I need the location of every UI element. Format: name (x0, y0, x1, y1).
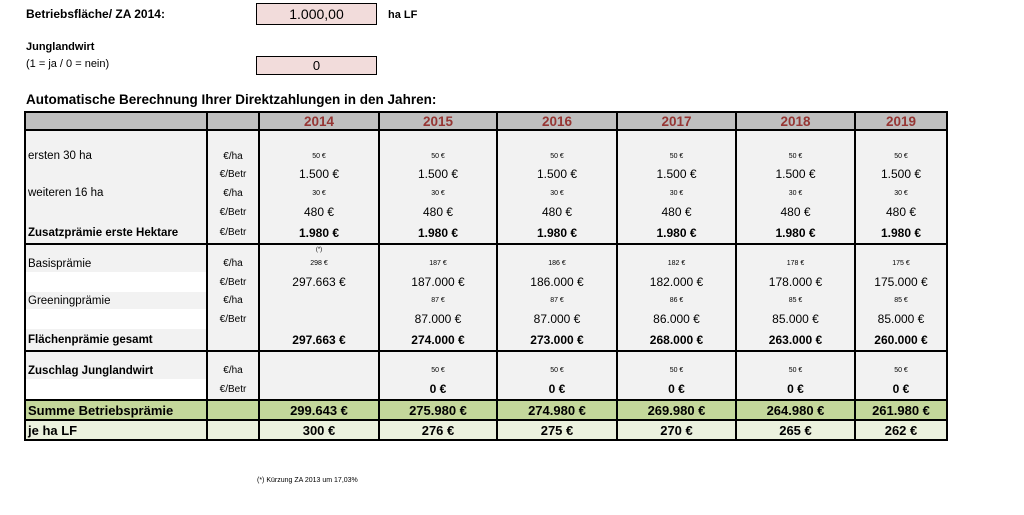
unit-label: €/ha (207, 255, 259, 272)
year-header: 2016 (497, 112, 617, 130)
table-row: €/Betr 1.500 € 1.500 € 1.500 € 1.500 € 1.500 € 1.500 € (25, 164, 947, 184)
table-row: weiteren 16 ha €/ha 30 € 30 € 30 € 30 € 30 € 30 € (25, 184, 947, 202)
year-header: 2014 (259, 112, 379, 130)
row-label: Zuschlag Junglandwirt (25, 362, 207, 379)
young-hint: (1 = ja / 0 = nein) (26, 58, 110, 70)
area-unit: ha LF (388, 9, 418, 21)
row-label: Basisprämie (25, 255, 207, 272)
row-label: je ha LF (25, 420, 207, 440)
footnote: (*) Kürzung ZA 2013 um 17,03% (257, 477, 358, 484)
table-row: Zuschlag Junglandwirt €/ha 50 € 50 € 50 € 50 € 50 € (25, 362, 947, 379)
area-label: Betriebsfläche/ ZA 2014: (26, 7, 165, 21)
unit-label: €/Betr (207, 222, 259, 244)
unit-label: €/Betr (207, 272, 259, 292)
table-row: €/Betr 297.663 € 187.000 € 186.000 € 182.000 € 178.000 € 175.000 € (25, 272, 947, 292)
table-row: €/Betr 0 € 0 € 0 € 0 € 0 € (25, 379, 947, 400)
young-input[interactable]: 0 (256, 56, 377, 75)
table-row: Greeningprämie €/ha 87 € 87 € 86 € 85 € 85 € (25, 292, 947, 309)
table-row: ersten 30 ha €/ha 50 € 50 € 50 € 50 € 50 € 50 € (25, 148, 947, 164)
unit-label: €/Betr (207, 164, 259, 184)
unit-label: €/Betr (207, 309, 259, 329)
row-label: Zusatzprämie erste Hektare (25, 222, 207, 244)
table-row: €/Betr 87.000 € 87.000 € 86.000 € 85.000 € 85.000 € (25, 309, 947, 329)
young-label: Junglandwirt (26, 41, 95, 53)
unit-label: €/ha (207, 184, 259, 202)
sum-row: Summe Betriebsprämie 299.643 € 275.980 € 274.980 € 269.980 € 264.980 € 261.980 € (25, 400, 947, 420)
row-label: Greeningprämie (25, 292, 207, 309)
year-header: 2019 (855, 112, 947, 130)
unit-label: €/Betr (207, 202, 259, 222)
unit-label: €/Betr (207, 379, 259, 400)
table-row: Zusatzprämie erste Hektare €/Betr 1.980 € 1.980 € 1.980 € 1.980 € 1.980 € 1.980 € (25, 222, 947, 244)
footnote-mark: (*) (259, 244, 379, 255)
page-title: Automatische Berechnung Ihrer Direktzahlungen in den Jahren: (26, 92, 437, 107)
unit-label: €/ha (207, 148, 259, 164)
table-row: €/Betr 480 € 480 € 480 € 480 € 480 € 480 € (25, 202, 947, 222)
row-label: Summe Betriebsprämie (25, 400, 207, 420)
area-input[interactable]: 1.000,00 (256, 3, 377, 25)
payments-table (24, 111, 948, 441)
row-label: Flächenprämie gesamt (25, 329, 207, 351)
table-row: Flächenprämie gesamt 297.663 € 274.000 € 273.000 € 268.000 € 263.000 € 260.000 € (25, 329, 947, 351)
row-label: ersten 30 ha (25, 148, 207, 164)
year-header-row (25, 112, 947, 130)
unit-label: €/ha (207, 292, 259, 309)
year-header: 2015 (379, 112, 497, 130)
per-ha-row: je ha LF 300 € 276 € 275 € 270 € 265 € 262 € (25, 420, 947, 440)
year-header: 2018 (736, 112, 855, 130)
table-row: Basisprämie €/ha 298 € 187 € 186 € 182 € 178 € 175 € (25, 255, 947, 272)
unit-label: €/ha (207, 362, 259, 379)
row-label: weiteren 16 ha (25, 184, 207, 202)
year-header: 2017 (617, 112, 736, 130)
